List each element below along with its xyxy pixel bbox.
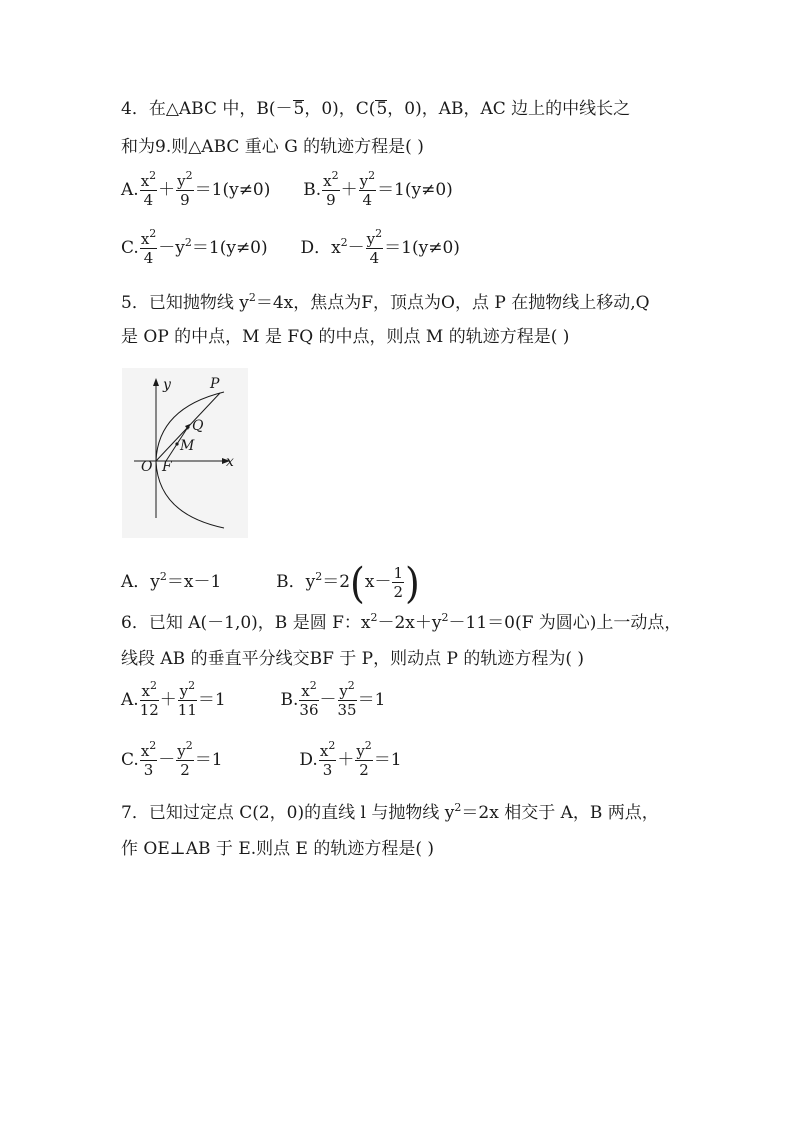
q4-options-ab [121,169,453,209]
q6-options-cd [121,739,402,779]
q4-options-cd [121,227,460,267]
sqrt-5: 5 [376,99,388,119]
q6-line1: 6．已知 A(－1,0)，B 是圆 F：$x^2-2x+y^2-11=0(F$ 为圆心)上一动点， [121,611,682,633]
q6-option-c[interactable]: C. $\frac{x^2}{3}$ － $\frac{y^2}{2}$ ＝1 [121,739,223,779]
q4-line1: 4．在△ABC 中，B(－5，0)，C(5，0)，AB，AC 边上的中线长之 [121,99,631,119]
point-p-label: P [210,376,220,392]
q6-line2: 线段 AB 的垂直平分线交BF 于 P，则动点 P 的轨迹方程为( ) [121,649,585,669]
q5-options [121,558,420,607]
q6-options-ab [121,679,386,719]
q4-option-a[interactable]: A. $\frac{x^2}{4}$ ＋ $\frac{y^2}{9}$ ＝1(y≠0) [121,169,271,209]
q6-option-d[interactable]: D. $\frac{x^2}{3}$ ＋ $\frac{y^2}{2}$ ＝1 [299,739,402,779]
x-axis-label: x [226,454,234,470]
parabola-figure [122,368,248,538]
point-m-label: M [180,438,195,454]
q4-option-b[interactable]: B. $\frac{x^2}{9}$ ＋ $\frac{y^2}{4}$ ＝1(y≠0) [303,169,453,209]
q4-option-d[interactable]: D．$x^2-$ $\frac{y^2}{4}$ ＝1(y≠0) [300,227,460,267]
q5-line1: 5．已知抛物线 $y^2=4x$，焦点为F，顶点为O，点 P 在抛物线上移动,Q [121,291,650,313]
q7-line1: 7．已知过定点 C(2，0)的直线 l 与抛物线 $y^2=2x$ 相交于 A，B 两点， [121,801,659,823]
point-f-label: F [162,459,172,475]
point-q-label: Q [192,418,204,434]
point-o-label: O [141,459,153,475]
q5-option-b[interactable]: B．$y^2=2(x-$ $\frac{1}{2}$ ) [276,558,420,607]
q4-line2: 和为9.则△ABC 重心 G 的轨迹方程是( ) [121,137,424,157]
q5-option-a[interactable]: A．$y^2=x-1$ [121,570,222,592]
q4-option-c[interactable]: C. $\frac{x^2}{4}$ $-y^2=1(y\ne 0)$ [121,227,268,267]
sqrt-5: 5 [293,99,305,119]
q6-option-a[interactable]: A. $\frac{x^2}{12}$ ＋ $\frac{y^2}{11}$ ＝1 [121,679,226,719]
q5-line2: 是 OP 的中点，M 是 FQ 的中点，则点 M 的轨迹方程是( ) [121,327,570,347]
q6-option-b[interactable]: B. $\frac{x^2}{36}$ － $\frac{y^2}{35}$ ＝1 [280,679,386,719]
y-axis-label: y [163,377,171,393]
q7-line2: 作 OE⊥AB 于 E.则点 E 的轨迹方程是( ) [121,839,435,859]
